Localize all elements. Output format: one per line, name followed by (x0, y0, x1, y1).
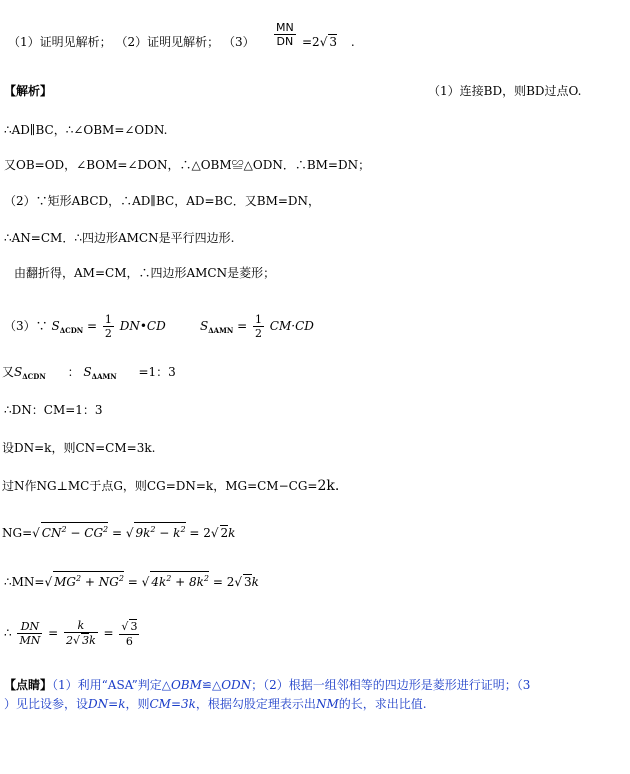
analysis-line-9: 设DN=k，则CN=CM=3k. (2, 441, 156, 455)
tips-line-2 (4, 696, 427, 712)
answer-part1: （1）证明见解析； (8, 35, 112, 49)
l13-f1d: MN (19, 634, 41, 647)
tips-p1d: ODN (221, 678, 252, 692)
tips-p2c: ，则 (125, 697, 150, 711)
l12-d: 8k (189, 575, 204, 589)
analysis-line-3: （2）∵矩形ABCD，∴AD∥BC，AD=BC．又BM=DN， (4, 194, 321, 208)
l6-tail2: CM·CD (269, 319, 314, 333)
answer-part3-label: （3） (222, 35, 255, 49)
analysis-line-2: 又OB=OD，∠BOM=∠DON，∴△OBM≌△ODN．∴BM=DN； (4, 158, 371, 172)
tips-p1b: OBM (170, 678, 202, 692)
analysis-line-6 (4, 313, 166, 340)
answer-fraction (272, 21, 298, 48)
l12-c: 4k (151, 575, 167, 589)
l13-f3d: 6 (125, 635, 133, 648)
l11-res-root: 2 (220, 526, 229, 540)
analysis-line-12: ∴MN=√ $MG^2 + NG^2$ = √ $4k^2 + 8k^2 = 2√$ 3k (4, 571, 259, 590)
analysis-line-1: ∴AD∥BC，∴∠OBM=∠ODN. (4, 123, 168, 137)
l11-a: CN (41, 526, 62, 540)
l10-end: 2k. (317, 478, 340, 494)
l7-prefix: 又 (2, 365, 15, 379)
l6-sub2: ΔAMN (208, 326, 234, 335)
tips-p1c: ≌△ (201, 678, 222, 692)
l12-b: NG (98, 575, 119, 589)
l6-s2: S (200, 319, 209, 333)
analysis-line-7 (2, 364, 176, 385)
analysis-title: 【解析】 (4, 84, 53, 98)
tips-line-1 (4, 677, 530, 693)
l11-res: 2 (203, 526, 211, 540)
answer-line (8, 34, 255, 50)
analysis-line-13: ∴ $\frac{DN}{MN}$ = $\frac{k}{2√ 3k}$ = $\frac{√ 3}{6}$ (4, 619, 138, 648)
l13-prefix: ∴ (4, 626, 12, 640)
answer-frac-den: DN (276, 35, 294, 48)
tips-p2b: DN=k (88, 697, 126, 711)
analysis-line-11: NG=√ $CN^2 - CG^2$ = √ $9k^2 - k^2 = 2√$ 2k (2, 522, 235, 541)
l10-text: 过N作NG⊥MC于点G，则CG=DN=k，MG=CM−CG= (2, 479, 318, 493)
tips-p2e: ，根据勾股定理表示出 (195, 697, 316, 711)
l7-s2: S (83, 365, 92, 379)
l13-f2d-k: k (89, 634, 96, 647)
l13-f2d-a: 2 (66, 634, 74, 647)
tips-p1e: ；（2）根据一组邻相等的四边形是菱形进行证明；（3 (251, 678, 531, 692)
l12-res: 2 (226, 575, 235, 589)
answer-root: 3 (329, 35, 337, 49)
analysis-line-8: ∴DN：CM=1：3 (4, 403, 103, 417)
l11-prefix: NG= (2, 526, 33, 540)
l13-f3n-root: 3 (130, 620, 138, 633)
tips-p1a: （1）利用“ASA”判定△ (52, 678, 171, 692)
answer-eq: =2 (302, 35, 320, 49)
l6-s1: S (51, 319, 60, 333)
tips-p2a: ）见比设参，设 (4, 697, 89, 711)
l12-a: MG (54, 575, 77, 589)
l13-f2n: k (64, 619, 98, 633)
l7-sub1: ΔCDN (22, 372, 46, 381)
l11-k: k (228, 526, 236, 540)
l12-prefix: ∴MN= (4, 575, 45, 589)
l11-b: CG (84, 526, 104, 540)
tips-p2d: CM=3k (149, 697, 196, 711)
l6-f2d: 2 (254, 327, 262, 340)
tips-title: 【点睛】 (4, 678, 53, 692)
l11-c: 9k (135, 526, 151, 540)
l7-s1: S (14, 365, 23, 379)
analysis-line-10 (2, 478, 339, 494)
l6-tail1: DN•CD (119, 319, 166, 333)
l6-sub1: ΔCDN (59, 326, 84, 335)
analysis-right-note: （1）连接BD，则BD过点O. (428, 84, 582, 98)
l7-colon: ： (67, 365, 80, 379)
l6-f1n: 1 (104, 313, 112, 326)
l12-k: k (251, 575, 259, 589)
l6-prefix: （3）∵ (4, 319, 48, 333)
answer-part2: （2）证明见解析； (115, 35, 220, 49)
l13-f1n: DN (17, 620, 42, 634)
l6-f2n: 1 (254, 313, 262, 326)
l13-f2d-root: 3 (82, 634, 90, 647)
l11-d: k (173, 526, 181, 540)
analysis-line-6b (200, 313, 314, 340)
l6-eq1: = (87, 319, 98, 333)
tips-p2g: 的长，求出比值. (338, 697, 427, 711)
tips-p2f: NM (315, 697, 339, 711)
l7-ratio: =1：3 (138, 365, 176, 379)
l12-res-root: 3 (244, 575, 252, 589)
l6-eq2: = (237, 319, 248, 333)
analysis-line-4: ∴AN=CM．∴四边形AMCN是平行四边形. (4, 231, 235, 245)
analysis-line-5: 由翻折得，AM=CM，∴四边形AMCN是菱形； (14, 266, 276, 280)
answer-frac-num: MN (276, 21, 294, 34)
answer-end: . (350, 35, 355, 49)
answer-value: =2√ 3 . (302, 35, 355, 49)
l6-f1d: 2 (104, 327, 112, 340)
l7-sub2: ΔAMN (91, 372, 117, 381)
